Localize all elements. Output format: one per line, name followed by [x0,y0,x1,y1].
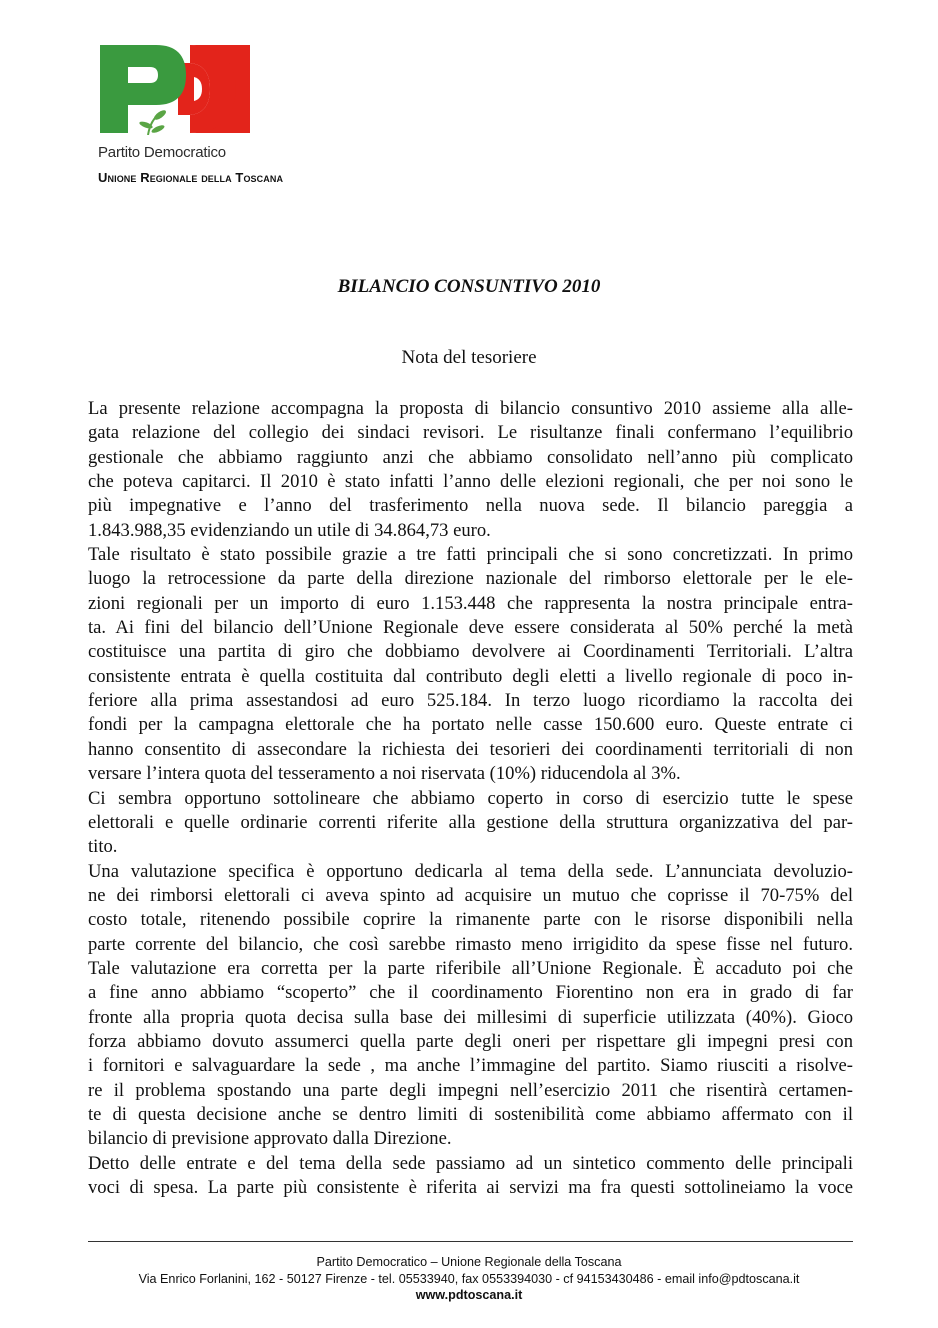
footer-divider [88,1241,853,1242]
body-line: costituisce una partita di giro che dobbiamo devolvere ai Coordinamenti Territoriali. L’altra [88,641,853,663]
footer-website-link[interactable]: www.pdtoscana.it [415,1288,523,1302]
logo-party-name: Partito Democratico [98,144,226,161]
body-line: forza abbiamo dovuto assumerci quella parte degli oneri per rispettare gli impegni presi con [88,1030,853,1052]
body-line: 1.843.988,35 evidenziando un utile di 34.864,73 euro. [88,519,491,541]
body-line: Tale risultato è stato possibile grazie a tre fatti principali che si sono concretizzati. In primo [88,544,853,566]
body-line: zioni regionali per un importo di euro 1.153.448 che rappresenta la nostra principale entra- [88,592,853,614]
document-title: BILANCIO CONSUNTIVO 2010 [337,276,601,297]
body-line: i fornitori e salvaguardare la sede , ma anche l’immagine del partito. Siamo riusciti a risolve- [88,1055,853,1077]
document-body [88,397,853,1200]
body-line: voci di spesa. La parte più consistente è riferita ai servizi ma fra questi sottolineiamo la voce [88,1177,853,1198]
body-line: fondi per la campagna elettorale che ha portato nelle casse 150.600 euro. Queste entrate ci [88,714,853,736]
body-line: Ci sembra opportuno sottolineare che abbiamo coperto in corso di esercizio tutte le spese [88,787,853,809]
body-line: parte corrente del bilancio, che così sarebbe rimasto meno irrigidito da spese fisse nel futuro. [88,933,853,955]
body-line: Tale valutazione era corretta per la parte riferibile all’Unione Regionale. È accaduto poi che [88,957,853,979]
body-line: tito. [88,836,118,858]
body-line: versare l’intera quota del tesseramento a noi riservata (10%) riducendola al 3%. [88,763,681,785]
body-line: costo totale, ritenendo possibile coprire la rimanente parte con le risorse disponibili nella [88,909,853,931]
body-line: luogo la retrocessione da parte della direzione nazionale del rimborso elettorale per le ele- [88,568,853,590]
footer-organization: Partito Democratico – Unione Regionale della Toscana [316,1255,622,1269]
body-line: feriore alla prima assestandosi ad euro 525.184. In terzo luogo ricordiamo la raccolta dei [88,690,853,712]
body-line: La presente relazione accompagna la proposta di bilancio consuntivo 2010 assieme alla alle- [88,398,853,419]
body-line: ta. Ai fini del bilancio dell’Unione Regionale deve essere considerata al 50% perché la metà [88,617,853,639]
pd-logo-icon [98,43,252,135]
body-line: hanno consentito di assecondare la richiesta dei tesorieri dei coordinamenti territoriali di non [88,738,853,760]
body-line: ne dei rimborsi elettorali ci aveva spinto ad acquisire un mutuo che coprisse il 70-75% del [88,884,853,906]
body-line: fronte alla propria quota decisa sulla base dei millesimi di superficie utilizzata (40%). Gioco [88,1006,853,1028]
body-line: Detto delle entrate e del tema della sede passiamo ad un sintetico commento delle principali [88,1152,853,1174]
footer-contact-details: Via Enrico Forlanini, 162 - 50127 Firenze - tel. 05533940, fax 0553394030 - cf 94153430486 - email info@pdtoscana.it [138,1271,800,1286]
body-line: più impegnative e l’anno del trasferimento nella nuova sede. Il bilancio pareggia a [88,495,853,517]
body-line: Una valutazione specifica è opportuno dedicarla al tema della sede. L’annunciata devoluzio- [88,860,853,882]
body-line: gestionale che abbiamo raggiunto anzi che abbiamo consolidato nell’anno più complicato [88,446,853,468]
body-line: consistente entrata è quella costituita dal contributo degli eletti a livello regionale di poco in- [88,665,853,687]
body-line: te di questa decisione anche se dentro limiti di sostenibilità come abbiamo affermato con il [88,1103,853,1125]
logo-regional-union: Unione Regionale della Toscana [98,170,284,185]
body-line: elettorali e quelle ordinarie correnti riferite alla gestione della struttura organizzativa del par- [88,811,853,833]
body-line: gata relazione del collegio dei sindaci revisori. Le risultanze finali confermano l’equilibrio [88,422,853,444]
page-footer [0,1254,938,1304]
body-line: bilancio di previsione approvato dalla Direzione. [88,1128,452,1150]
body-line: a fine anno abbiamo “scoperto” che il coordinamento Fiorentino non era in grado di far [88,982,853,1004]
document-subtitle: Nota del tesoriere [401,347,537,368]
party-logo [96,40,316,190]
body-line: re il problema spostando una parte degli impegni nell’esercizio 2011 che risentirà certamen- [88,1079,853,1101]
body-line: che poteva capitarci. Il 2010 è stato infatti l’anno delle elezioni regionali, che per noi sono le [88,471,853,493]
